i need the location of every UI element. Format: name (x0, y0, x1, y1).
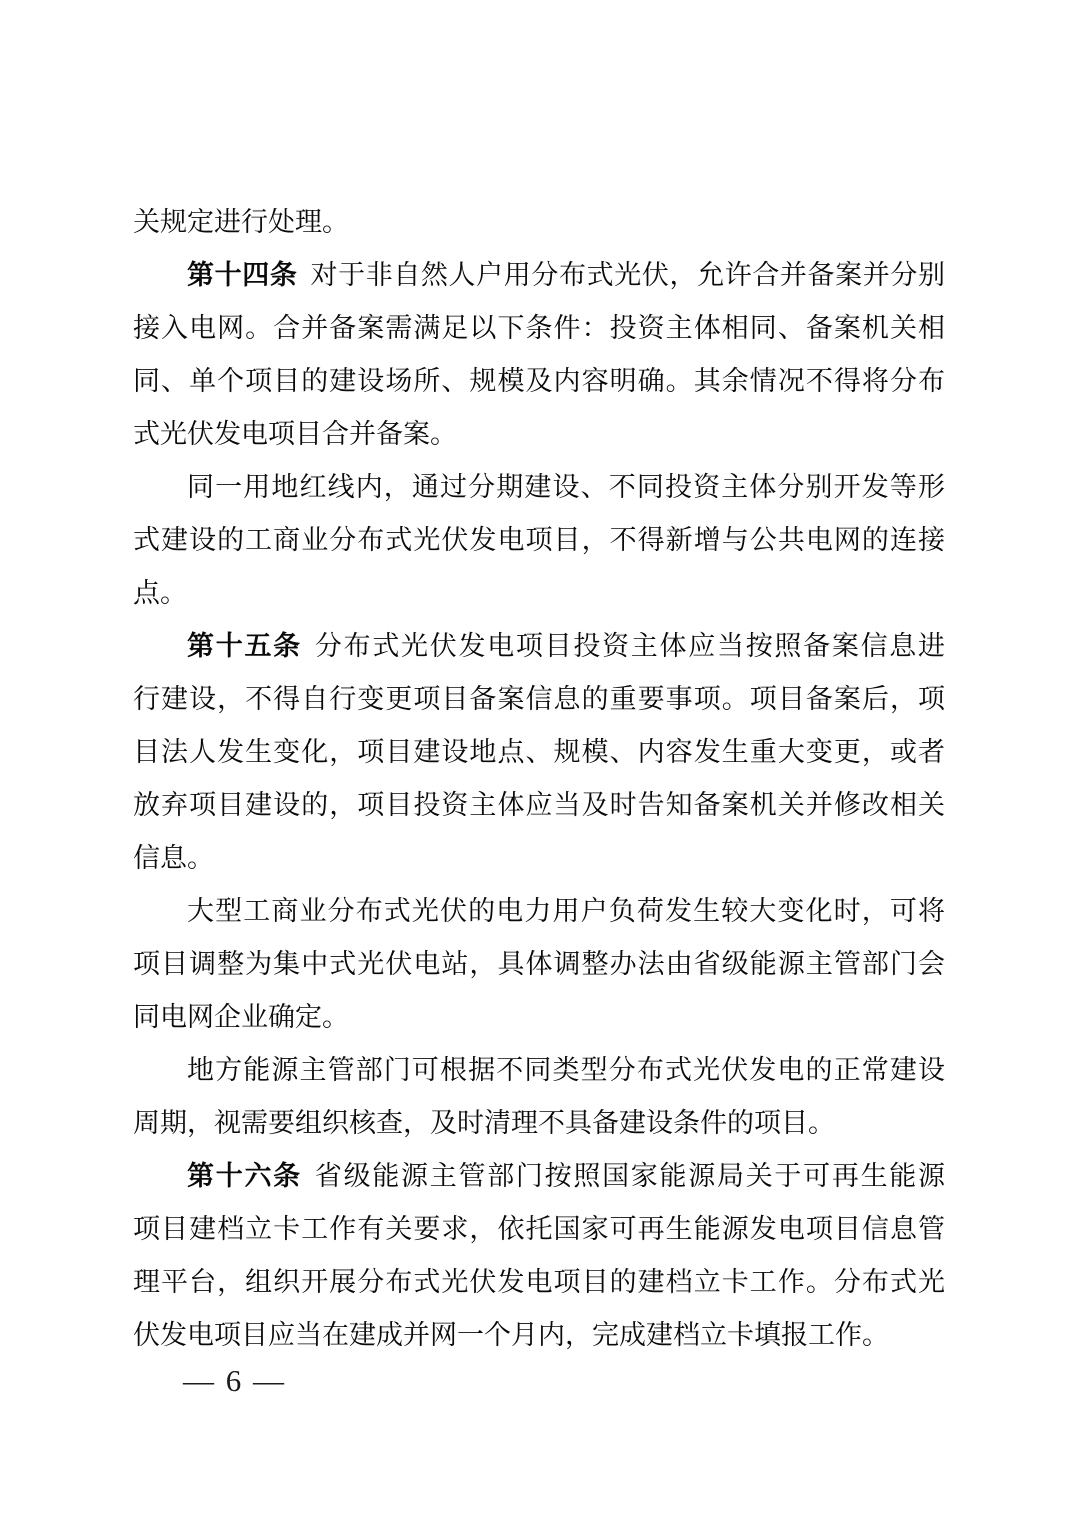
doc-line: 同电网企业确定。 (133, 1002, 349, 1032)
line-text: 省级能源主管部门按照国家能源局关于可再生能源 (314, 1161, 946, 1191)
doc-line: 项目调整为集中式光伏电站，具体调整办法由省级能源主管部门会 (133, 949, 945, 979)
doc-line: 地方能源主管部门可根据不同类型分布式光伏发电的正常建设 (187, 1055, 945, 1085)
doc-line: 行建设，不得自行变更项目备案信息的重要事项。项目备案后，项 (133, 684, 945, 714)
doc-line: 周期，视需要组织核查，及时清理不具备建设条件的项目。 (133, 1108, 835, 1138)
doc-line: 大型工商业分布式光伏的电力用户负荷发生较大变化时，可将 (187, 896, 945, 926)
line-text: 对于非自然人户用分布式光伏，允许合并备案并分别 (310, 260, 946, 290)
doc-line: 同、单个项目的建设场所、规模及内容明确。其余情况不得将分布 (133, 366, 945, 396)
doc-line: 式建设的工商业分布式光伏发电项目，不得新增与公共电网的连接 (133, 525, 945, 555)
article-number: 第十六条 (187, 1161, 302, 1191)
doc-line: 伏发电项目应当在建成并网一个月内，完成建档立卡填报工作。 (133, 1320, 889, 1350)
doc-line (133, 1150, 945, 1203)
page-number: — 6 — (183, 1363, 286, 1398)
doc-line (133, 620, 945, 673)
article-number: 第十四条 (187, 260, 298, 290)
doc-line: 信息。 (133, 843, 214, 873)
doc-line: 关规定进行处理。 (133, 207, 349, 237)
article-number: 第十五条 (187, 631, 302, 661)
doc-line: 目法人发生变化，项目建设地点、规模、内容发生重大变更，或者 (133, 737, 945, 767)
doc-line: 放弃项目建设的，项目投资主体应当及时告知备案机关并修改相关 (133, 790, 945, 820)
line-text: 分布式光伏发电项目投资主体应当按照备案信息进 (314, 631, 946, 661)
doc-line: 同一用地红线内，通过分期建设、不同投资主体分别开发等形 (187, 472, 945, 502)
doc-line: 点。 (133, 578, 187, 608)
doc-line (133, 249, 945, 302)
document-body (133, 196, 945, 1362)
doc-line: 项目建档立卡工作有关要求，依托国家可再生能源发电项目信息管 (133, 1214, 945, 1244)
doc-line: 接入电网。合并备案需满足以下条件：投资主体相同、备案机关相 (133, 313, 945, 343)
doc-line: 理平台，组织开展分布式光伏发电项目的建档立卡工作。分布式光 (133, 1267, 945, 1297)
doc-line: 式光伏发电项目合并备案。 (133, 419, 457, 449)
